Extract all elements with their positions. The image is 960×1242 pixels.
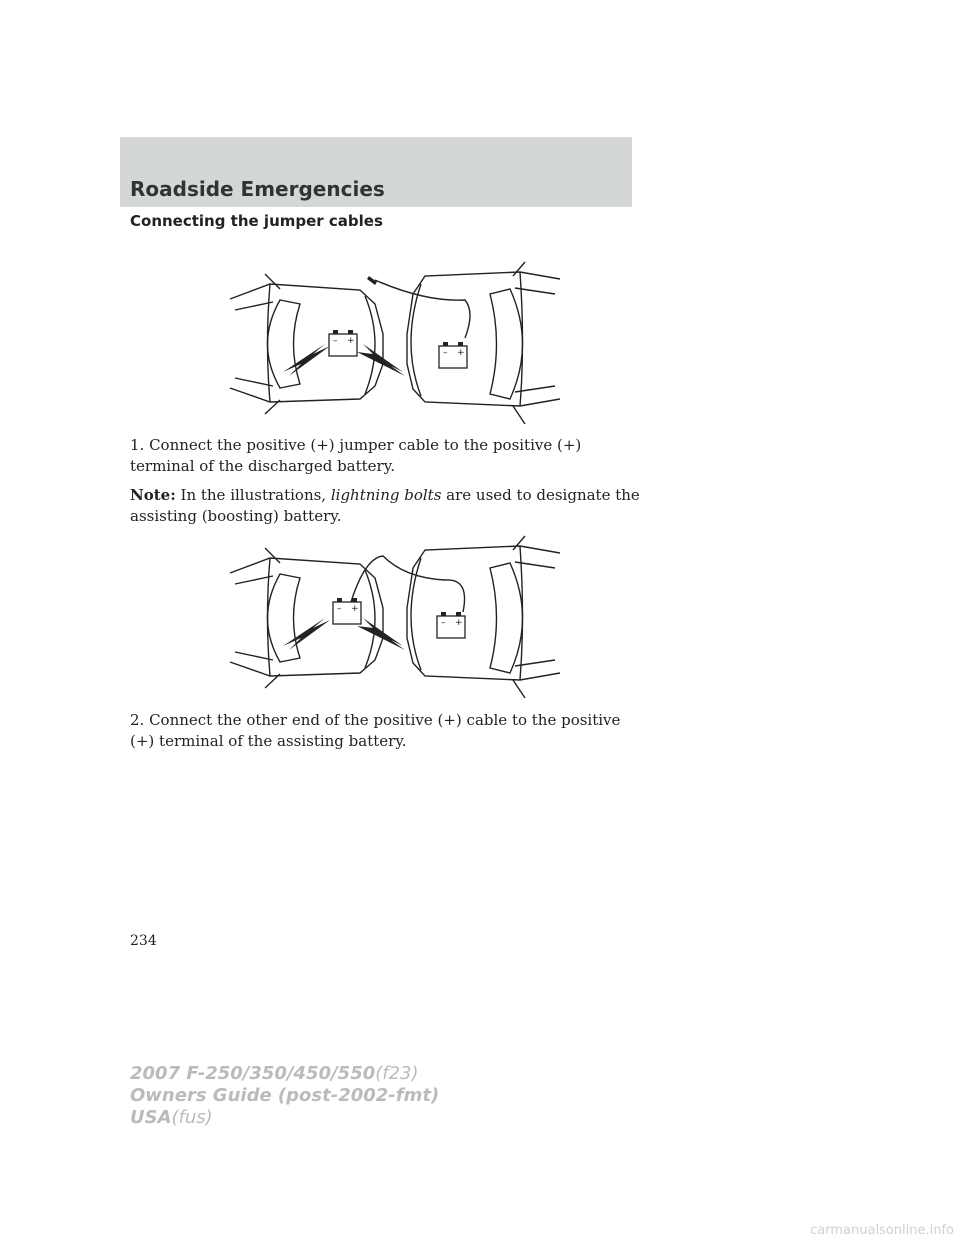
assisting-car-windshield bbox=[490, 563, 523, 673]
assisting-car-windshield bbox=[490, 289, 523, 399]
footer-line-region bbox=[130, 1107, 439, 1129]
footer-model: 2007 F-250/350/450/550 bbox=[130, 1063, 376, 1084]
footer-line-model bbox=[130, 1063, 439, 1085]
footer-model-code: (f23) bbox=[375, 1063, 419, 1084]
battery-sign-plus: + bbox=[457, 348, 465, 358]
jumper-cable-illustration-2 bbox=[225, 528, 565, 698]
note-text-b: are used to designate the assisting (boosting) battery. bbox=[130, 486, 640, 525]
discharged-car-windshield bbox=[268, 574, 301, 662]
note-emphasis: lightning bolts bbox=[330, 486, 442, 504]
battery-sign-plus: + bbox=[351, 604, 359, 614]
battery-sign-minus: – bbox=[443, 348, 448, 358]
battery-sign-minus: – bbox=[337, 604, 342, 614]
note-label: Note: bbox=[130, 486, 176, 504]
battery-sign-plus: + bbox=[347, 336, 355, 346]
battery-sign-minus: – bbox=[441, 618, 446, 628]
footer-region: USA bbox=[130, 1107, 172, 1128]
lightning-bolt-left bbox=[283, 618, 330, 650]
footer-region-code: (fus) bbox=[171, 1107, 213, 1128]
chapter-title: Roadside Emergencies bbox=[130, 177, 385, 201]
jumper-cable-illustration-1 bbox=[225, 254, 565, 424]
note-paragraph bbox=[130, 485, 640, 527]
page-number: 234 bbox=[130, 933, 157, 949]
lightning-bolt-left bbox=[283, 344, 330, 376]
assisting-car-body bbox=[407, 272, 560, 406]
battery-sign-plus: + bbox=[455, 618, 463, 628]
section-title: Connecting the jumper cables bbox=[130, 212, 383, 230]
chapter-header-band bbox=[120, 137, 632, 207]
step-1-text: 1. Connect the positive (+) jumper cable to the positive (+) terminal of the discharged battery. bbox=[130, 436, 582, 475]
document-footer bbox=[130, 1063, 439, 1129]
battery-sign-minus: – bbox=[333, 336, 338, 346]
watermark-text: carmanualsonline.info bbox=[810, 1223, 954, 1238]
footer-guide: Owners Guide (post-2002-fmt) bbox=[130, 1085, 440, 1106]
note-text-a: In the illustrations, bbox=[180, 486, 327, 504]
assisting-car-body bbox=[407, 546, 560, 680]
discharged-car-windshield bbox=[268, 300, 301, 388]
step-2-text: 2. Connect the other end of the positive (+) cable to the positive (+) terminal of the assisting battery. bbox=[130, 711, 621, 750]
positive-jumper-cable bbox=[375, 280, 470, 338]
discharged-car-body bbox=[230, 284, 383, 402]
